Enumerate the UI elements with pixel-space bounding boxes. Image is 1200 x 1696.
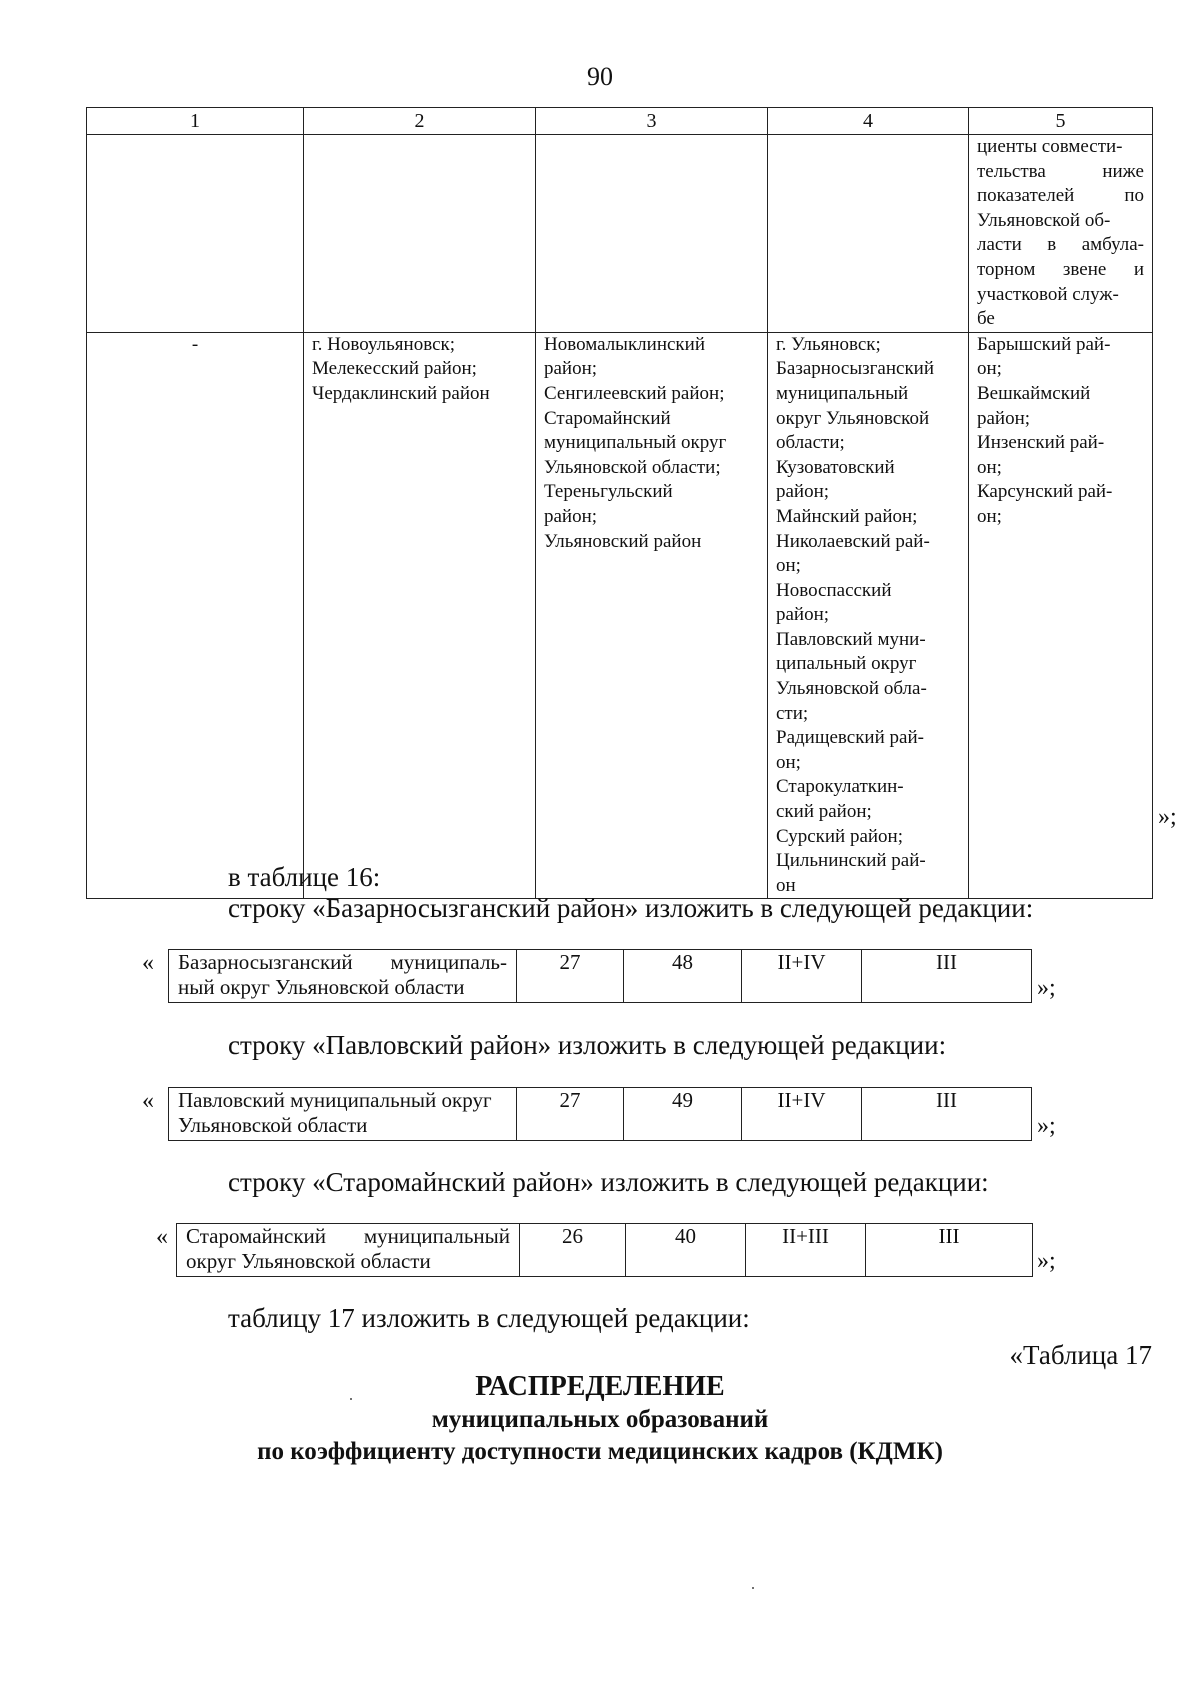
cell-value: II+IV bbox=[742, 950, 862, 1003]
cell-line: он bbox=[776, 874, 796, 896]
cell-row2-col2 bbox=[304, 332, 536, 899]
cell-row2-col1: - bbox=[87, 332, 304, 899]
cell-line: Вешкаймский bbox=[977, 382, 1091, 404]
table-row bbox=[169, 1088, 1032, 1141]
cell-line: район; bbox=[544, 505, 598, 527]
cell-line: район; bbox=[776, 481, 830, 503]
cell-line: Ульяновской об- bbox=[977, 209, 1111, 231]
cell-line: участковой служ- bbox=[977, 283, 1119, 305]
cell-line: Ульяновской обла- bbox=[776, 678, 927, 700]
cell-line: бе bbox=[977, 308, 995, 330]
main-table bbox=[86, 107, 1153, 899]
cell-line bbox=[977, 184, 1144, 209]
cell-line: циенты совмести- bbox=[977, 136, 1123, 157]
cell-line: Майнский район; bbox=[776, 505, 918, 527]
paragraph-table17: таблицу 17 изложить в следующей редакции: bbox=[228, 1303, 750, 1333]
paragraph-table16: в таблице 16: bbox=[228, 862, 381, 892]
cell-line bbox=[977, 160, 1144, 185]
word: по bbox=[1124, 185, 1144, 207]
cell-value: II+IV bbox=[742, 1088, 862, 1141]
table-row bbox=[177, 1224, 1033, 1277]
scan-speck bbox=[752, 1587, 754, 1589]
cell bbox=[304, 135, 536, 333]
header-col-5: 5 bbox=[969, 108, 1153, 135]
cell-line: Новоспасский bbox=[776, 579, 892, 601]
word: и bbox=[1133, 258, 1144, 280]
table17-label: «Таблица 17 bbox=[1009, 1340, 1152, 1370]
closing-quote: »; bbox=[1158, 804, 1177, 830]
cell-value: 26 bbox=[520, 1224, 626, 1277]
word: Базарносызганский bbox=[178, 950, 353, 974]
cell-line: ципальный округ bbox=[776, 653, 917, 675]
word: ниже bbox=[1102, 160, 1144, 182]
header-col-4: 4 bbox=[768, 108, 969, 135]
cell-value: II+III bbox=[746, 1224, 866, 1277]
closing-quote: »; bbox=[1037, 1113, 1056, 1139]
cell-line: сти; bbox=[776, 702, 809, 724]
cell-line: Ульяновской области; bbox=[544, 456, 721, 478]
cell-row2-col3 bbox=[536, 332, 768, 899]
header-col-1: 1 bbox=[87, 108, 304, 135]
cell-line: ский район; bbox=[776, 801, 872, 823]
cell-value: 49 bbox=[624, 1088, 742, 1141]
cell-line bbox=[977, 233, 1144, 258]
open-quote: « bbox=[156, 1224, 168, 1250]
cell-line: Барышский рай- bbox=[977, 333, 1111, 355]
cell-row2-col5 bbox=[969, 332, 1153, 899]
cell-line: области; bbox=[776, 432, 845, 454]
word: ласти bbox=[977, 234, 1022, 256]
table-row bbox=[87, 135, 1153, 333]
word: звене bbox=[1062, 258, 1107, 280]
cell-line: г. Новоульяновск; bbox=[312, 333, 456, 355]
paragraph-row-pavlovsk: строку «Павловский район» изложить в следующей редакции: bbox=[228, 1030, 947, 1060]
cell-line: округ Ульяновской bbox=[776, 407, 930, 429]
cell-line: Старокулаткин- bbox=[776, 776, 904, 798]
cell-value: 27 bbox=[517, 950, 624, 1003]
cell-value: III bbox=[862, 1088, 1032, 1141]
word: торном bbox=[977, 258, 1036, 280]
cell-line: он; bbox=[776, 751, 801, 773]
word: муниципальный bbox=[363, 1224, 510, 1248]
amend-table-staromain bbox=[176, 1223, 1033, 1277]
cell-line: округ Ульяновской области bbox=[186, 1249, 431, 1273]
cell-line: Ульяновский район bbox=[544, 530, 702, 552]
word: амбула- bbox=[1081, 234, 1144, 256]
cell-line: Сурский район; bbox=[776, 825, 903, 847]
cell-line: он; bbox=[776, 555, 801, 577]
cell-name bbox=[169, 1088, 517, 1141]
cell-line: Карсунский рай- bbox=[977, 481, 1113, 503]
table-row bbox=[169, 950, 1032, 1003]
amend-table-bazarno bbox=[168, 949, 1032, 1003]
cell-line: муниципальный bbox=[776, 382, 909, 404]
word: в bbox=[1047, 234, 1057, 256]
header-col-3: 3 bbox=[536, 108, 768, 135]
cell-line: г. Ульяновск; bbox=[776, 333, 881, 355]
heading-subtitle: муниципальных образований bbox=[431, 1406, 769, 1433]
open-quote: « bbox=[142, 1088, 154, 1114]
cell-line: район; bbox=[544, 358, 598, 380]
word: тельства bbox=[977, 160, 1046, 182]
amend-table-pavlovsk bbox=[168, 1087, 1032, 1141]
cell-line: Чердаклинский район bbox=[312, 382, 490, 404]
cell bbox=[536, 135, 768, 333]
cell-row1-col5 bbox=[969, 135, 1153, 333]
word: показателей bbox=[977, 185, 1075, 207]
cell-value: 40 bbox=[626, 1224, 746, 1277]
cell-line: Радищевский рай- bbox=[776, 727, 924, 749]
heading-title: РАСПРЕДЕЛЕНИЕ bbox=[475, 1371, 725, 1402]
cell-line: ный округ Ульяновской области bbox=[178, 975, 465, 999]
cell-name bbox=[177, 1224, 520, 1277]
word: Старомайнский bbox=[186, 1224, 327, 1248]
cell-row2-col4 bbox=[768, 332, 969, 899]
heading-subtitle: по коэффициенту доступности медицинских кадров (КДМК) bbox=[257, 1438, 943, 1465]
scan-speck bbox=[350, 1398, 352, 1400]
cell-line: Тереньгульский bbox=[544, 481, 673, 503]
cell-line: Николаевский рай- bbox=[776, 530, 930, 552]
cell-line: он; bbox=[977, 456, 1002, 478]
cell-line: Старомайнский bbox=[544, 407, 671, 429]
cell-line: Ульяновской области bbox=[178, 1113, 368, 1137]
cell-line: Инзенский рай- bbox=[977, 432, 1105, 454]
cell-value: III bbox=[862, 950, 1032, 1003]
cell-line: Павловский муни- bbox=[776, 628, 926, 650]
cell-line: Кузоватовский bbox=[776, 456, 895, 478]
word: муниципаль- bbox=[390, 950, 507, 974]
paragraph-row-staromain: строку «Старомайнский район» изложить в следующей редакции: bbox=[228, 1167, 989, 1197]
cell-line: Мелекесский район; bbox=[312, 358, 477, 380]
table-row bbox=[87, 332, 1153, 899]
header-row bbox=[87, 108, 1153, 135]
header-col-2: 2 bbox=[304, 108, 536, 135]
cell-line bbox=[186, 1224, 510, 1249]
cell-line: Цильнинский рай- bbox=[776, 850, 926, 872]
page-number: 90 bbox=[587, 62, 613, 91]
cell-line: район; bbox=[776, 604, 830, 626]
cell-line bbox=[178, 950, 507, 975]
cell-line: он; bbox=[977, 505, 1002, 527]
cell-line: он; bbox=[977, 358, 1002, 380]
open-quote: « bbox=[142, 950, 154, 976]
cell bbox=[87, 135, 304, 333]
paragraph-row-bazarno: строку «Базарносызганский район» изложить в следующей редакции: bbox=[228, 893, 1034, 923]
cell-name bbox=[169, 950, 517, 1003]
cell-line: район; bbox=[977, 407, 1031, 429]
closing-quote: »; bbox=[1037, 975, 1056, 1001]
cell bbox=[768, 135, 969, 333]
cell-value: 48 bbox=[624, 950, 742, 1003]
cell-line: Сенгилеевский район; bbox=[544, 382, 725, 404]
cell-line: Павловский муниципальный округ bbox=[178, 1088, 492, 1112]
cell-value: III bbox=[866, 1224, 1033, 1277]
cell-value: 27 bbox=[517, 1088, 624, 1141]
cell-line bbox=[977, 258, 1144, 283]
cell-line: Новомалыклинский bbox=[544, 333, 705, 355]
cell-line: муниципальный округ bbox=[544, 432, 727, 454]
cell-line: Базарносызганский bbox=[776, 358, 935, 380]
closing-quote: »; bbox=[1037, 1248, 1056, 1274]
